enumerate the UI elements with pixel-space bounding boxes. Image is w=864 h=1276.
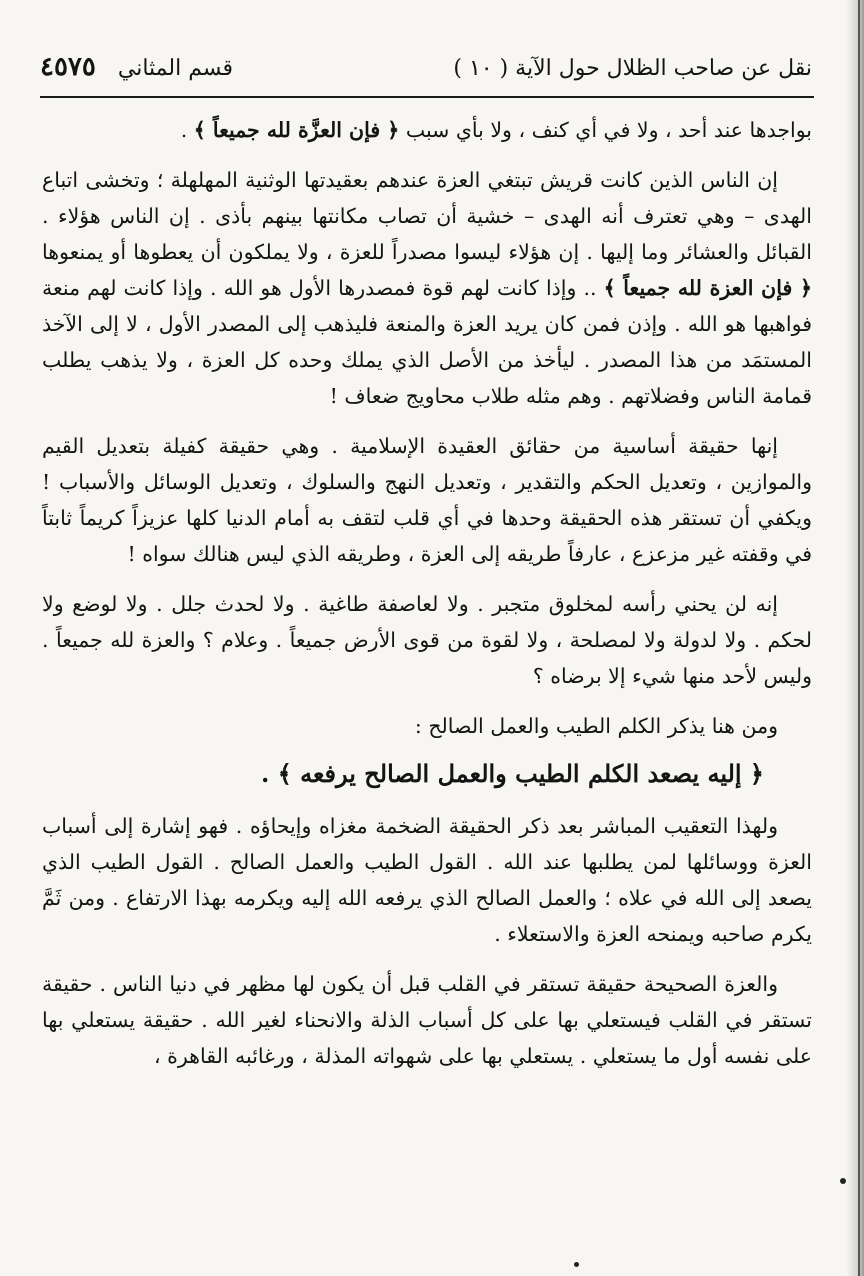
paragraph-5: ولهذا التعقيب المباشر بعد ذكر الحقيقة الضخمة مغزاه وإيحاؤه . فهو إشارة إلى أسباب العزة ووسائلها لمن يطلبها عند الله . القول الطيب والعمل الصالح . القول الطيب الذي يصعد إلى الله في علاه ؛ والعمل الصالح الذي يرفعه الله إليه ويكرمه بهذا الارتفاع . ومن ثَمَّ يكرم صاحبه ويمنحه العزة والاستعلاء . (42, 814, 812, 946)
header-rule (40, 96, 814, 98)
paragraph-1-end: . (180, 118, 194, 142)
header-left-group (40, 52, 233, 82)
page-number: ٤٥٧٥ (40, 52, 96, 82)
verse-intro: ومن هنا يذكر الكلم الطيب والعمل الصالح : (414, 714, 778, 738)
paragraph-3: إنها حقيقة أساسية من حقائق العقيدة الإسلامية . وهي حقيقة كفيلة بتعديل القيم والموازين ، وتعديل الحكم والتقدير ، وتعديل النهج والسلوك ، وتعديل الوسائل والأسباب ! ويكفي أن تستقر هذه الحقيقة وحدها في أي قلب لتقف به أمام الدنيا كلها عزيزاً كريماً ثابتاً في وقفته غير مزعزع ، عارفاً طريقه إلى العزة ، وطريقه الذي ليس هنالك سواه ! (42, 434, 812, 566)
quran-verse (42, 754, 812, 794)
quran-quote: ﴿ فإن العزة لله جميعاً ﴾ (603, 276, 813, 300)
page-body (42, 112, 812, 1088)
running-title: نقل عن صاحب الظلال حول الآية ( ١٠ ) (453, 56, 812, 81)
quran-verse-text: ﴿ إليه يصعد الكلم الطيب والعمل الصالح يرفعه ﴾ (277, 759, 764, 788)
page-edge-line (858, 0, 860, 1276)
paragraph-4: إنه لن يحني رأسه لمخلوق متجبر . ولا لعاصفة طاغية . ولا لحدث جلل . ولا لوضع ولا لحكم . ولا لدولة ولا لمصلحة ، ولا لقوة من قوى الأرض جميعاً . وعلام ؟ والعزة لله جميعاً . وليس لأحد منها شيء إلا برضاه ؟ (42, 592, 812, 688)
paragraph-1-text: بواجدها عند أحد ، ولا في أي كنف ، ولا بأي سبب (405, 118, 812, 142)
footer-dot (574, 1262, 579, 1267)
page-header (40, 52, 812, 92)
page-edge-shadow (846, 0, 864, 1276)
margin-dot (840, 1178, 846, 1184)
paragraph-2 (42, 162, 812, 414)
paragraph-6: والعزة الصحيحة حقيقة تستقر في القلب قبل أن يكون لها مظهر في دنيا الناس . حقيقة تستقر في القلب فيستعلي بها على كل أسباب الذلة والانحناء لغير الله . حقيقة يستعلي بها على نفسه أول ما يستعلي . يستعلي بها على شهواته المذلة ، ورغائبه القاهرة ، (42, 972, 812, 1068)
section-label: قسم المثاني (117, 56, 233, 81)
quran-quote: ﴿ فإن العزَّة لله جميعاً ﴾ (193, 118, 400, 142)
quran-verse-end: . (260, 759, 278, 788)
paragraph-2-text-a: إن الناس الذين كانت قريش تبتغي العزة عندهم بعقيدتها الوثنية المهلهلة ؛ وتخشى اتباع الهدى – وهي تعترف أنه الهدى – خشية أن تصاب مكانتها بينهم بأذى . إن الناس هؤلاء . القبائل والعشائر وما إليها . إن هؤلاء ليسوا مصدراً للعزة ، ولا يملكون أن يعطوها أو يمنعوها (42, 168, 812, 264)
paragraph-2-text-b: .. وإذا كانت لهم قوة فمصدرها الأول هو الله . وإذا كانت لهم منعة فواهبها هو الله . وإذن فمن كان يريد العزة والمنعة فليذهب إلى المصدر الأول ، لا إلى الآخذ المستمَد من هذا المصدر . ليأخذ من الأصل الذي يملك وحده كل العزة ، ولا يذهب يطلب قمامة الناس وفضلاتهم . وهم مثله طلاب محاويج ضعاف ! (42, 276, 812, 408)
paragraph-1 (42, 112, 812, 148)
